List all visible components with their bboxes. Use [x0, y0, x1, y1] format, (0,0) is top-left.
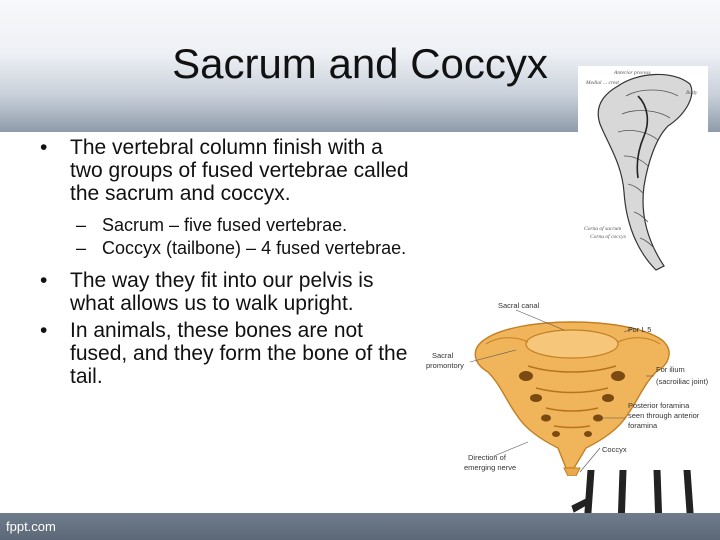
footer-brand: fppt.com: [6, 519, 56, 534]
sacrum-label: For L 5: [628, 325, 652, 334]
sacrum-label: (sacroiliac joint): [656, 377, 709, 386]
coccyx-label: Body: [686, 90, 698, 96]
bullet-item: • In animals, these bones are not fused, and they form the bone of the tail.: [40, 319, 420, 388]
bullet-list: [40, 136, 420, 398]
coccyx-label: Medial ... crest: [586, 80, 619, 86]
sacrum-label: Direction of: [468, 453, 506, 462]
coccyx-label: Cornu of sacrum: [584, 226, 622, 232]
sacrum-label: Sacral: [432, 351, 454, 360]
footer-bar: [0, 513, 720, 540]
sacrum-label: Coccyx: [602, 445, 627, 454]
sacrum-label: For ilium: [656, 365, 685, 374]
sacrum-label: promontory: [426, 361, 464, 370]
sacrum-anterior-figure: [424, 292, 720, 476]
bullet-item: • The way they fit into our pelvis is what allows us to walk upright.: [40, 269, 420, 315]
coccyx-lateral-figure: [578, 66, 708, 276]
sub-bullet-item: – Coccyx (tailbone) – 4 fused vertebrae.: [40, 238, 420, 259]
sacrum-label: Posterior foramina: [628, 401, 690, 410]
sacrum-label: Sacral canal: [498, 301, 540, 310]
sacrum-label: emerging nerve: [464, 463, 517, 472]
coccyx-label: Anterior process: [614, 70, 651, 76]
bullet-item: • The vertebral column finish with a two groups of fused vertebrae called the sacrum and coccyx.: [40, 136, 420, 205]
sacrum-label: seen through anterior: [628, 411, 700, 420]
slide-title: Sacrum and Coccyx: [172, 40, 548, 87]
sub-bullet-item: – Sacrum – five fused vertebrae.: [40, 215, 420, 236]
coccyx-label: Cornu of coccyx: [590, 234, 627, 240]
sacrum-label: foramina: [628, 421, 658, 430]
